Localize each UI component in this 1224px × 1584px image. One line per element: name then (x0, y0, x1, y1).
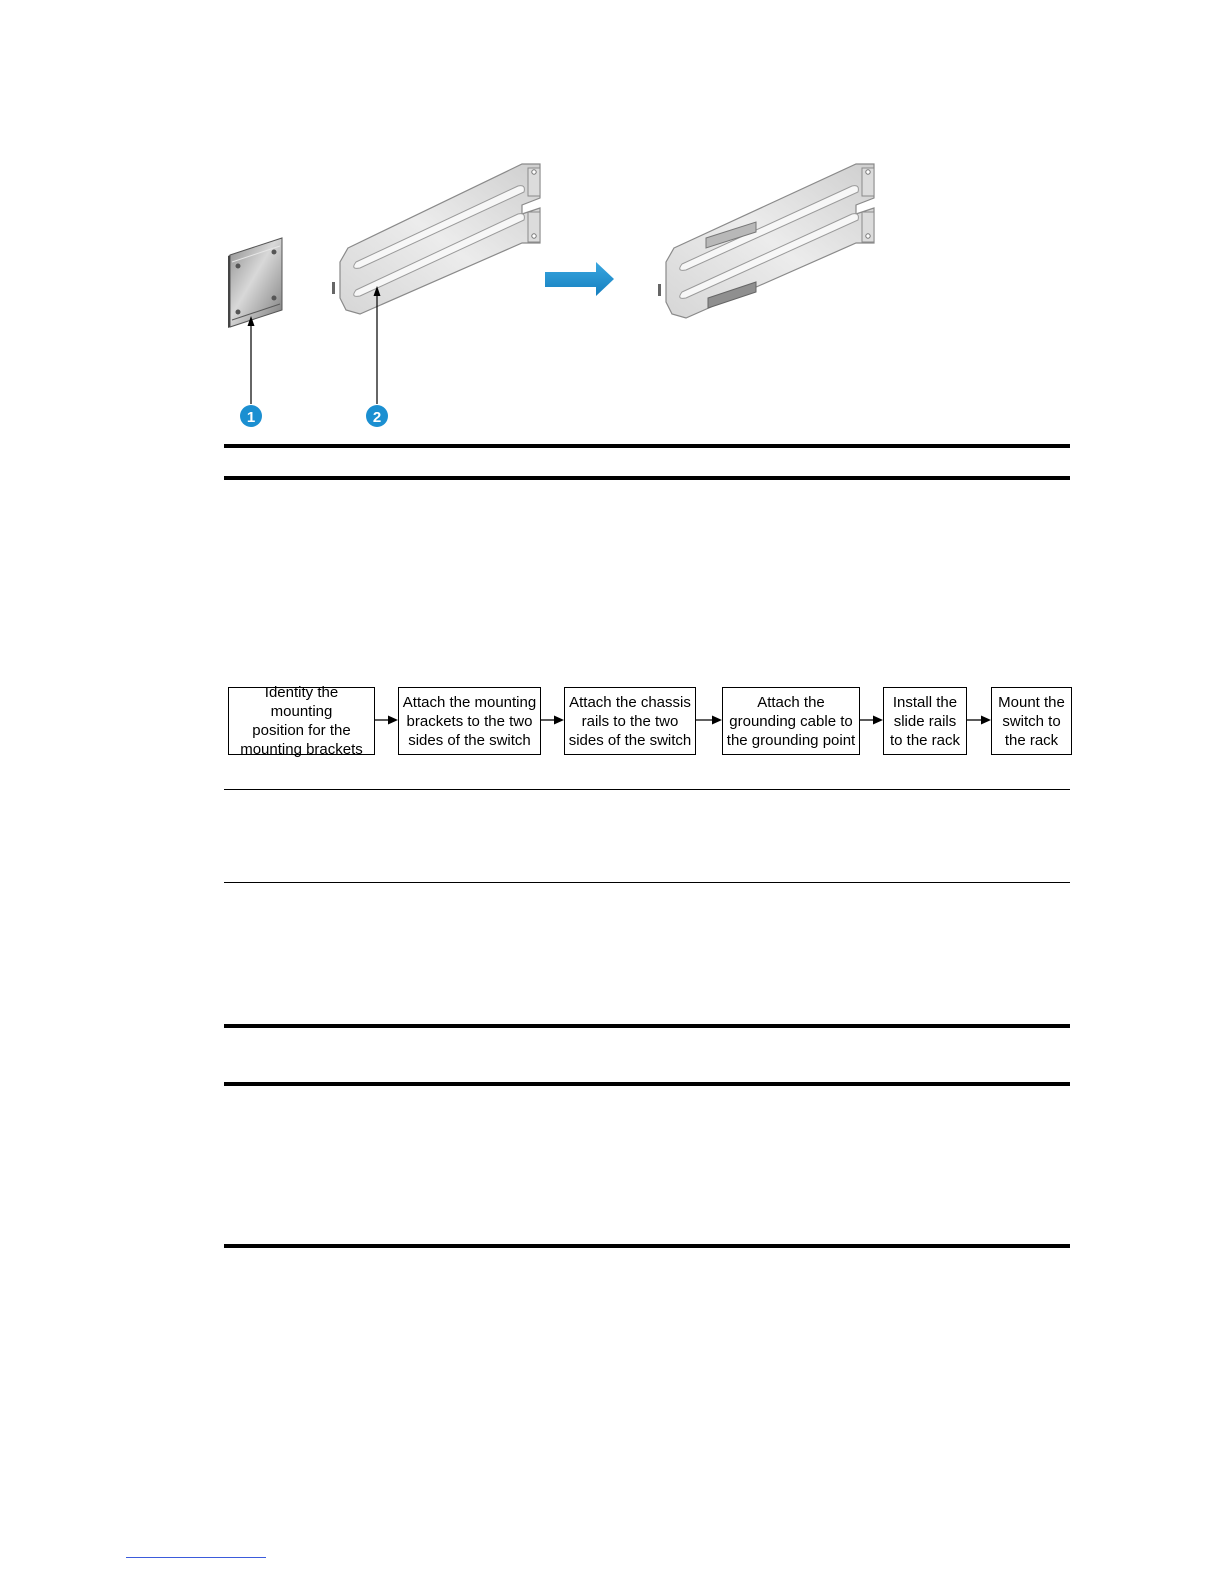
callout-badge-2 (366, 405, 388, 427)
table-rule-bottom (224, 476, 1070, 480)
table-rule-top (224, 444, 1070, 448)
flow-arrow-4 (860, 716, 883, 725)
flow-step-install-slide-rails: Install the slide rails to the rack (883, 687, 967, 755)
callout-label-2: 2 (372, 409, 382, 426)
flow-arrow-5 (967, 716, 991, 725)
flow-step-mount-switch: Mount the switch to the rack (991, 687, 1072, 755)
flow-arrow-1 (375, 716, 398, 725)
flow-step-attach-brackets: Attach the mounting brackets to the two sides of the switch (398, 687, 541, 755)
mounting-bracket-icon (228, 238, 282, 328)
right-arrow-icon (545, 262, 614, 296)
callout-badge-1 (240, 405, 262, 427)
flow-step-identify-position: Identity the mounting position for the mounting brackets (228, 687, 375, 755)
table2-rule-bottom (224, 1244, 1070, 1248)
installation-figure (0, 0, 1224, 440)
divider-rule-1 (224, 789, 1070, 790)
flow-arrow-3 (696, 716, 722, 725)
flow-step-attach-grounding-cable: Attach the grounding cable to the grounding point (722, 687, 860, 755)
assembled-rail-icon (658, 164, 874, 318)
table2-rule-top (224, 1024, 1070, 1028)
divider-rule-2 (224, 882, 1070, 883)
flow-arrow-2 (541, 716, 564, 725)
chassis-rail-icon (332, 164, 540, 314)
flow-step-attach-chassis-rails: Attach the chassis rails to the two sides of the switch (564, 687, 696, 755)
callout-label-1: 1 (246, 409, 256, 426)
table2-rule-middle (224, 1082, 1070, 1086)
footer-link[interactable] (126, 1557, 266, 1558)
flow-arrows (0, 700, 1224, 740)
